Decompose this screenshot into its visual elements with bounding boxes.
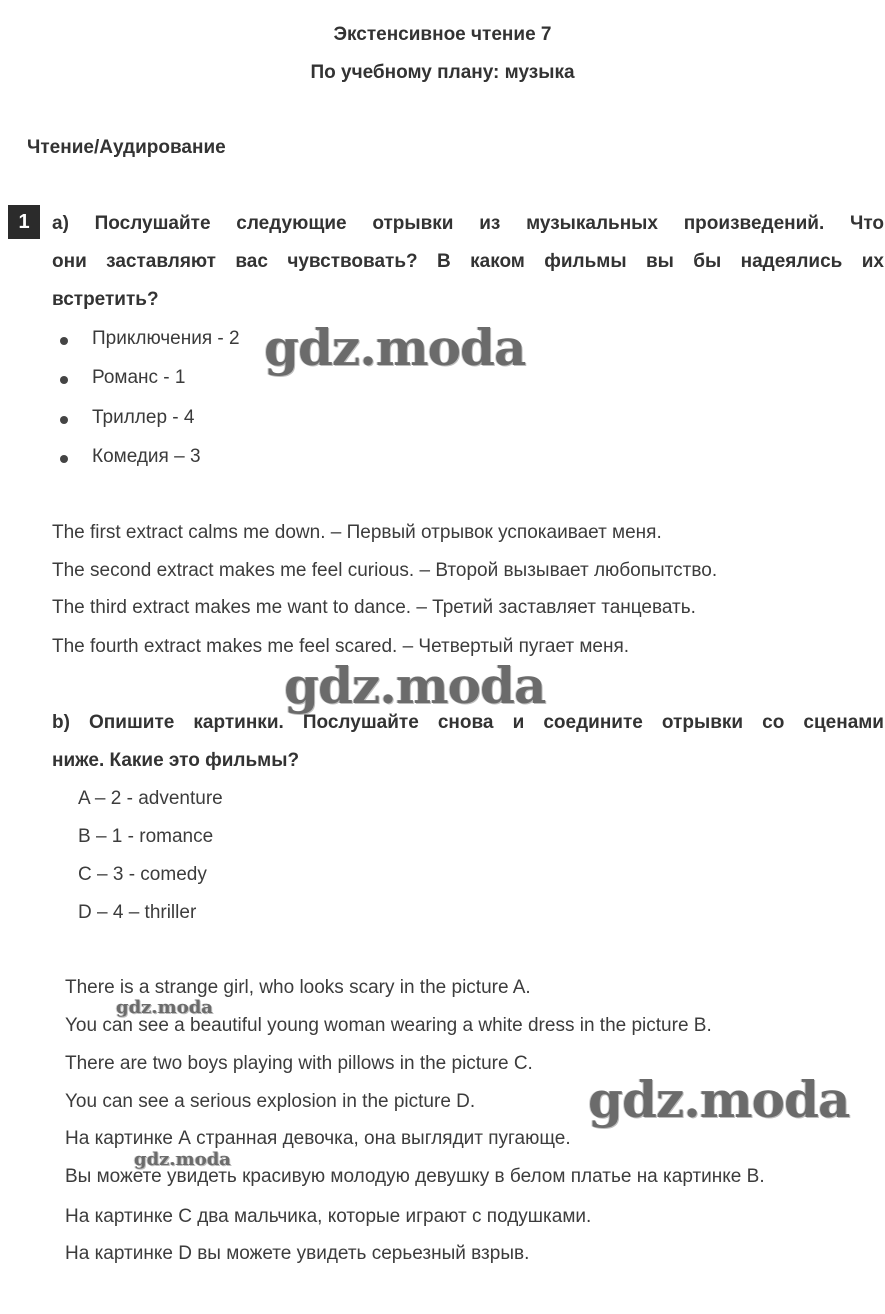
part-b-instruction-line: ниже. Какие это фильмы? xyxy=(52,750,300,771)
answer-sentence: The fourth extract makes me feel scared. – Четвертый пугает меня. xyxy=(52,636,630,657)
description-line: You can see a beautiful young woman wearing a white dress in the picture B. xyxy=(65,1015,712,1036)
part-b-instruction-line: b) Опишите картинки. Послушайте снова и соедините отрывки со сценами xyxy=(52,712,884,733)
page-title: Экстенсивное чтение 7 xyxy=(333,24,552,45)
page-subtitle: По учебному плану: музыка xyxy=(310,62,575,83)
list-item: Приключения - 2 xyxy=(92,328,240,349)
list-item: Романс - 1 xyxy=(92,367,186,388)
part-a-instruction-line: встретить? xyxy=(52,289,159,310)
answer-sentence: The third extract makes me want to dance. – Третий заставляет танцевать. xyxy=(52,597,696,618)
watermark-logo: gdz.moda xyxy=(264,318,526,377)
match-item: C – 3 - comedy xyxy=(78,864,207,885)
section-title: Чтение/Аудирование xyxy=(27,137,226,158)
description-line: На картинке А странная девочка, она выглядит пугающе. xyxy=(65,1128,571,1149)
watermark-logo: gdz.moda xyxy=(588,1070,850,1129)
list-item: Комедия – 3 xyxy=(92,446,201,467)
description-line: There are two boys playing with pillows in the picture C. xyxy=(65,1053,533,1074)
answer-sentence: The first extract calms me down. – Первый отрывок успокаивает меня. xyxy=(52,522,662,543)
watermark-logo: gdz.moda xyxy=(116,997,213,1018)
answer-sentence: The second extract makes me feel curious. – Второй вызывает любопытство. xyxy=(52,560,718,581)
part-a-instruction-line: a) Послушайте следующие отрывки из музыкальных произведений. Что xyxy=(52,213,884,234)
bullet-dot-icon xyxy=(60,376,68,384)
description-line: There is a strange girl, who looks scary in the picture A. xyxy=(65,977,531,998)
match-item: A – 2 - adventure xyxy=(78,788,223,809)
description-line: На картинке С два мальчика, которые играют с подушками. xyxy=(65,1206,592,1227)
bullet-dot-icon xyxy=(60,416,68,424)
list-item: Триллер - 4 xyxy=(92,407,195,428)
description-line: На картинке D вы можете увидеть серьезный взрыв. xyxy=(65,1243,530,1264)
watermark-logo: gdz.moda xyxy=(284,656,546,715)
bullet-dot-icon xyxy=(60,455,68,463)
description-line: Вы можете увидеть красивую молодую девушку в белом платье на картинке В. xyxy=(65,1166,765,1187)
description-line: You can see a serious explosion in the picture D. xyxy=(65,1091,476,1112)
match-item: B – 1 - romance xyxy=(78,826,214,847)
watermark-logo: gdz.moda xyxy=(134,1149,231,1170)
part-a-instruction-line: они заставляют вас чувствовать? В каком фильмы вы бы надеялись их xyxy=(52,251,884,272)
exercise-number-badge: 1 xyxy=(8,205,40,239)
bullet-dot-icon xyxy=(60,337,68,345)
match-item: D – 4 – thriller xyxy=(78,902,197,923)
